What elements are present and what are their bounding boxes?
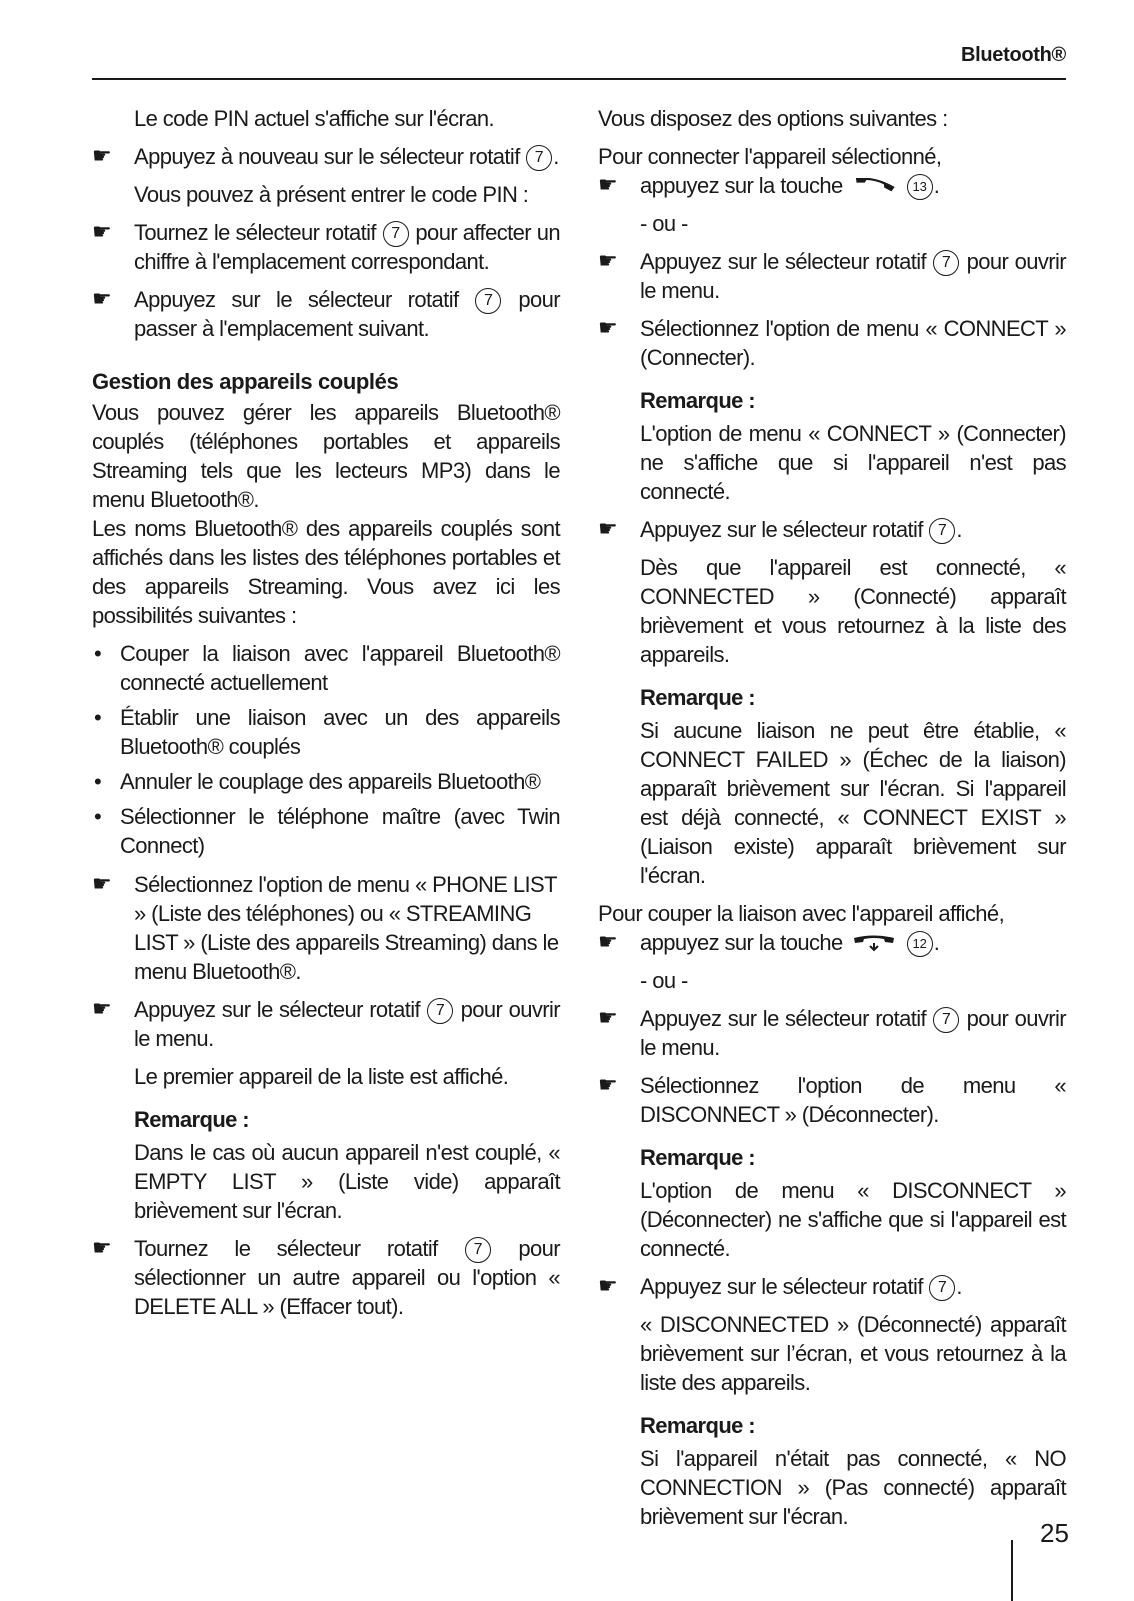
step-select-connect — [598, 314, 1066, 372]
paragraph: Vous pouvez gérer les appareils Bluetooth® couplés (téléphones portables et appareils Streaming tels que les lecteurs MP3) dans le menu Bluetooth®. — [92, 400, 560, 512]
bullet-dot: • — [94, 804, 102, 829]
step-text: Appuyez sur le sélecteur rotatif — [134, 997, 421, 1022]
step-text: Appuyez à nouveau sur le sélecteur rotatif — [134, 144, 520, 169]
bullet-item — [92, 639, 560, 697]
step-press-rotary-next — [92, 285, 560, 343]
right-column — [598, 104, 1066, 1540]
step-press-rotary — [92, 142, 560, 171]
bullet-text: Établir une liaison avec un des appareils Bluetooth® couplés — [120, 705, 560, 759]
remark-label: Remarque : — [640, 1145, 756, 1170]
remark-text: L'option de menu « CONNECT » (Connecter) ne s'affiche que si l'appareil n'est pas connecté. — [640, 421, 1066, 504]
paragraph: Les noms Bluetooth® des appareils couplés sont affichés dans les listes des téléphones portables et des appareils Streaming. Vous avez ici les possibilités suivantes : — [92, 516, 560, 628]
remark-text: L'option de menu « DISCONNECT » (Déconnecter) ne s'affiche que si l'appareil est connecté. — [640, 1178, 1066, 1261]
step-text: pour ouvrir le menu. — [640, 249, 1067, 303]
pointing-hand-icon: ☛ — [598, 316, 618, 341]
step-open-menu — [598, 1004, 1066, 1062]
pin-result: Vous pouvez à présent entrer le code PIN : — [134, 182, 529, 207]
step-select-list — [92, 870, 560, 986]
connected-text: Dès que l'appareil est connecté, « CONNECTED » (Connecté) apparaît brièvement et vous retournez à la liste des appareils. — [640, 555, 1066, 667]
step-text: appuyez sur la touche — [640, 173, 843, 198]
page-number-rule — [1011, 1540, 1013, 1601]
step-text: Sélectionnez l'option de menu « PHONE LIST » (Liste des téléphones) ou « STREAMING LIST » (Liste des appareils Streaming) dans le menu Bluetooth®. — [134, 872, 559, 984]
phone-pickup-icon — [852, 178, 896, 196]
rotary-key-icon: 7 — [526, 145, 552, 171]
step-text: pour affecter un chiffre à l'emplacement correspondant. — [134, 220, 560, 274]
header-title: Bluetooth® — [960, 44, 1066, 66]
step-text-end: . — [553, 144, 559, 169]
step-press-hangup: ☛ appuyez sur la touche 12 . — [598, 930, 940, 955]
pointing-hand-icon: ☛ — [92, 144, 112, 169]
pointing-hand-icon: ☛ — [598, 1274, 618, 1299]
rotary-key-icon: 7 — [465, 1237, 491, 1263]
step-text: Sélectionnez l'option de menu « DISCONNECT » (Déconnecter). — [640, 1073, 1066, 1127]
phone-hangup-icon — [852, 935, 896, 953]
bullet-text: Sélectionner le téléphone maître (avec Twin Connect) — [120, 804, 560, 858]
pointing-hand-icon: ☛ — [92, 1236, 112, 1261]
bullet-item — [92, 703, 560, 761]
pointing-hand-icon: ☛ — [92, 220, 112, 245]
remark-label: Remarque : — [640, 388, 756, 413]
step-text: Tournez le sélecteur rotatif — [134, 1236, 438, 1261]
left-column — [92, 104, 560, 1330]
bullet-dot: • — [94, 769, 102, 794]
step-select-disconnect — [598, 1071, 1066, 1129]
pointing-hand-icon: ☛ — [598, 1006, 618, 1031]
rotary-key-icon: 7 — [933, 250, 959, 276]
step-open-menu — [598, 247, 1066, 305]
step-select-device — [92, 1234, 560, 1321]
pointing-hand-icon: ☛ — [598, 173, 618, 198]
disconnect-intro: Pour couper la liaison avec l'appareil affiché, — [598, 901, 1005, 926]
rotary-key-icon: 7 — [427, 998, 453, 1024]
disconnected-text: « DISCONNECTED » (Déconnecté) apparaît brièvement sur l’écran, et vous retournez à la liste des appareils. — [640, 1312, 1066, 1395]
pointing-hand-icon: ☛ — [598, 930, 618, 955]
call-key-icon: 13 — [907, 174, 933, 200]
step-text: appuyez sur la touche — [640, 930, 843, 955]
bullet-item — [92, 802, 560, 860]
pointing-hand-icon: ☛ — [598, 1073, 618, 1098]
step-text: Sélectionnez l'option de menu « CONNECT » (Connecter). — [640, 316, 1066, 370]
pointing-hand-icon: ☛ — [92, 872, 112, 897]
step-result: Le premier appareil de la liste est affiché. — [134, 1064, 509, 1089]
bullet-text: Annuler le couplage des appareils Bluetooth® — [120, 769, 541, 794]
connect-intro: Pour connecter l'appareil sélectionné, — [598, 144, 942, 169]
or-separator: - ou - — [640, 211, 688, 236]
hangup-key-icon: 12 — [907, 931, 933, 957]
pointing-hand-icon: ☛ — [92, 997, 112, 1022]
step-text: Appuyez sur le sélecteur rotatif — [640, 249, 927, 274]
step-open-menu — [92, 995, 560, 1053]
remark-label: Remarque : — [134, 1107, 250, 1132]
options-intro: Vous disposez des options suivantes : — [598, 106, 948, 131]
step-text: pour sélectionner un autre appareil ou l'option « DELETE ALL » (Effacer tout). — [134, 1236, 561, 1319]
step-turn-rotary — [92, 218, 560, 276]
rotary-key-icon: 7 — [933, 1007, 959, 1033]
pointing-hand-icon: ☛ — [598, 249, 618, 274]
pointing-hand-icon: ☛ — [92, 287, 112, 312]
header-rule — [92, 78, 1066, 80]
step-text: pour ouvrir le menu. — [134, 997, 561, 1051]
step-text: Tournez le sélecteur rotatif — [134, 220, 376, 245]
step-text: Appuyez sur le sélecteur rotatif — [640, 1006, 927, 1031]
step-text: pour passer à l'emplacement suivant. — [134, 287, 561, 341]
bullet-dot: • — [94, 705, 102, 730]
remark-text: Si l'appareil n'était pas connecté, « NO CONNECTION » (Pas connecté) apparaît brièvement sur l'écran. — [640, 1446, 1066, 1529]
pin-intro: Le code PIN actuel s'affiche sur l'écran. — [134, 106, 495, 131]
step-press-rotary: ☛ Appuyez sur le sélecteur rotatif 7 . — [598, 517, 962, 542]
page-number: 25 — [1040, 1518, 1069, 1548]
bullet-text: Couper la liaison avec l'appareil Bluetooth® connecté actuellement — [120, 641, 560, 695]
step-text: Appuyez sur le sélecteur rotatif — [640, 517, 923, 542]
bullet-dot: • — [94, 641, 102, 666]
remark-text: Dans le cas où aucun appareil n'est couplé, « EMPTY LIST » (Liste vide) apparaît brièvement sur l'écran. — [134, 1140, 560, 1223]
remark-label: Remarque : — [640, 1413, 756, 1438]
bullet-item — [92, 767, 560, 796]
remark-label: Remarque : — [640, 685, 756, 710]
section-heading: Gestion des appareils couplés — [92, 369, 399, 394]
rotary-key-icon: 7 — [929, 1275, 955, 1301]
step-text: pour ouvrir le menu. — [640, 1006, 1067, 1060]
step-press-call: ☛ appuyez sur la touche 13 . — [598, 173, 940, 198]
rotary-key-icon: 7 — [475, 288, 501, 314]
step-press-rotary: ☛ Appuyez sur le sélecteur rotatif 7 . — [598, 1274, 962, 1299]
rotary-key-icon: 7 — [383, 221, 409, 247]
step-text: Appuyez sur le sélecteur rotatif — [640, 1274, 923, 1299]
pointing-hand-icon: ☛ — [598, 517, 618, 542]
rotary-key-icon: 7 — [929, 518, 955, 544]
remark-text: Si aucune liaison ne peut être établie, « CONNECT FAILED » (Échec de la liaison) apparaît brièvement sur l'écran. Si l'appareil est déjà connecté, « CONNECT EXIST » (Liaison existe) apparaît brièvement sur l'écran. — [640, 718, 1066, 888]
or-separator: - ou - — [640, 968, 688, 993]
step-text: Appuyez sur le sélecteur rotatif — [134, 287, 459, 312]
